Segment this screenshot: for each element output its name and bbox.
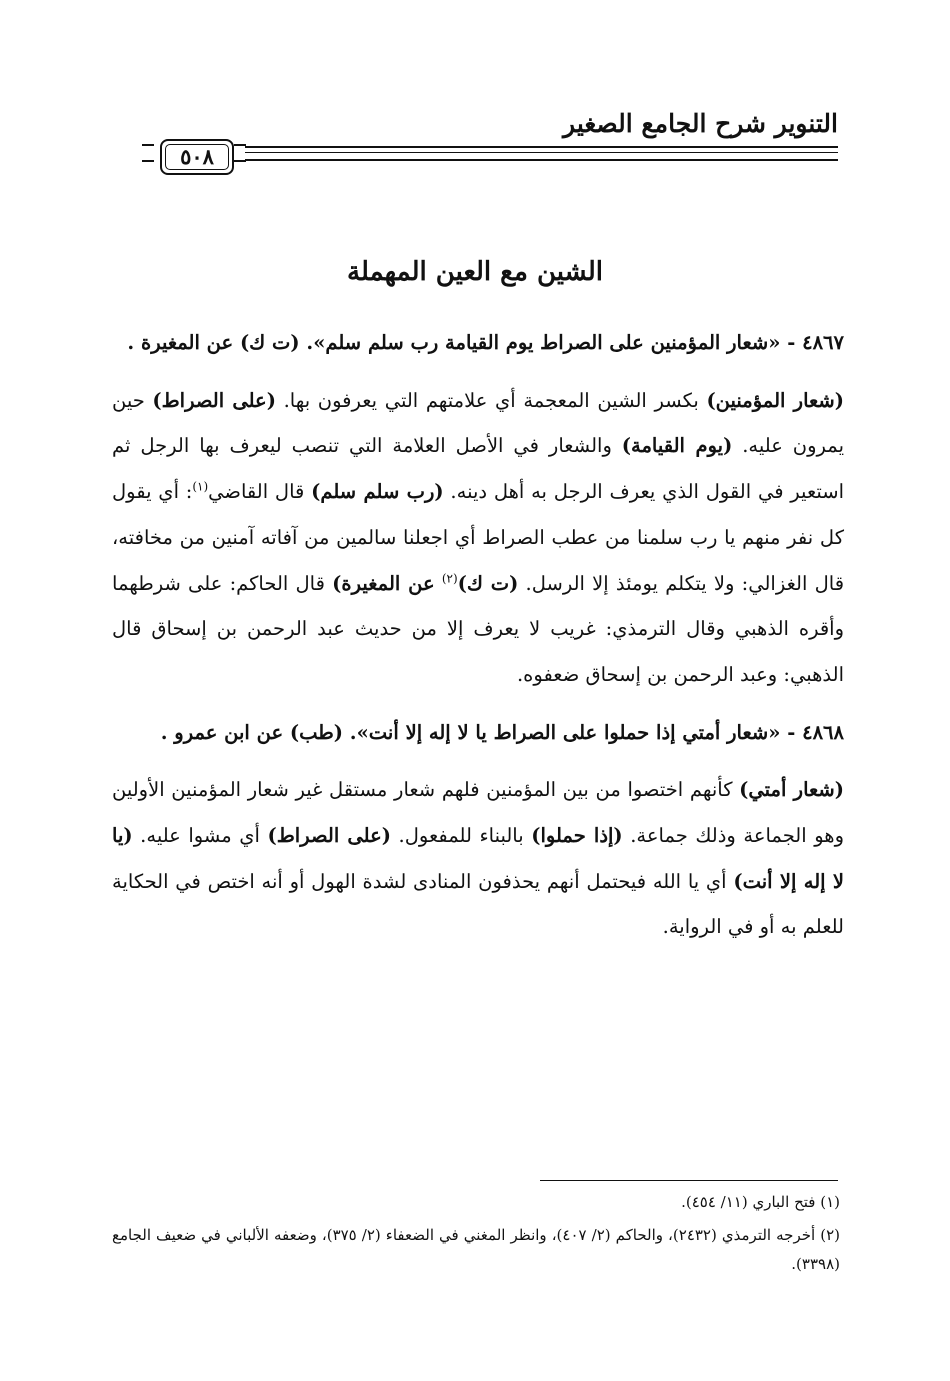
header-rule [245, 152, 838, 153]
header-rule [245, 146, 838, 148]
keyword: (على الصراط) [267, 824, 391, 848]
commentary-text [435, 572, 442, 595]
commentary-paragraph [112, 767, 844, 950]
keyword: (رب سلم سلم) [311, 480, 444, 504]
keyword: (شعار أمتي) [739, 778, 844, 802]
ornament-cap [234, 144, 246, 162]
running-title: التنوير شرح الجامع الصغير [563, 109, 838, 138]
keyword: (إذا حملوا) [531, 824, 623, 848]
keyword: عن المغيرة) [332, 571, 435, 595]
commentary-text: بكسر الشين المعجمة أي علامتهم التي يعرفون بها. [275, 388, 707, 412]
keyword: (على الصراط) [152, 388, 276, 412]
main-text [112, 320, 844, 962]
commentary-paragraph [112, 378, 844, 698]
commentary-text: كأنهم اختصوا من بين المؤمنين فلهم شعار مستقل غير شعار المؤمنين الأولين وهو الجماعة وذلك جماعة. [112, 778, 844, 848]
ornament-cap [142, 144, 154, 162]
commentary-text: أي مشوا عليه. [132, 824, 268, 848]
footnote-separator [540, 1180, 838, 1181]
commentary-text: : أي يقول كل نفر منهم يا رب سلمنا من عطب الصراط أي اجعلنا سالمين من آفاته آمنين من مخافته، قال الغزالي: ولا يتكلم يومئذ إلا الرسل. [112, 480, 845, 595]
keyword: (شعار المؤمنين) [706, 388, 844, 412]
section-heading: الشين مع العين المهملة [347, 257, 603, 287]
page-number: ٥٠٨ [160, 139, 234, 175]
commentary-text: أي يا الله فيحتمل أنهم يحذفون المنادى لشدة الهول أو أنه اختص في الحكاية للعلم به أو في الرواية. [112, 869, 844, 939]
footnotes [112, 1188, 840, 1283]
commentary-text: والشعار في الأصل العلامة التي تنصب ليعرف بها الرجل ثم استعير في القول الذي يعرف الرجل به أهل دينه. [112, 434, 844, 504]
footnote: (٢) أخرجه الترمذي (٢٤٣٢)، والحاكم (٢/ ٤٠٧)، وانظر المغني في الضعفاء (٢/ ٣٧٥)، وضعفه الألباني في ضعيف الجامع (٣٣٩٨). [112, 1225, 840, 1273]
commentary-text: بالبناء للمفعول. [390, 824, 532, 848]
keyword: (يوم القيامة) [621, 434, 733, 458]
footnote: (١) فتح الباري (١١/ ٤٥٤). [681, 1193, 840, 1211]
hadith-title: ٤٨٦٨ - «شعار أمتي إذا حملوا على الصراط يا لا إله إلا أنت». (طب) عن ابن عمرو . [160, 720, 844, 744]
commentary-text: قال الحاكم: على شرطهما وأقره الذهبي وقال الترمذي: غريب لا يعرف إلا من حديث عبد الرحمن بن إسحاق قال الذهبي: وعبد الرحمن بن إسحاق ضعفوه. [112, 571, 844, 686]
hadith-title: ٤٨٦٧ - «شعار المؤمنين على الصراط يوم القيامة رب سلم سلم». (ت ك) عن المغيرة . [127, 331, 844, 354]
commentary-text: حين يمرون عليه. [112, 388, 844, 458]
footnote-marker[interactable]: (١) [192, 479, 209, 494]
header-rule [245, 159, 838, 161]
keyword: (يا لا إله إلا أنت) [112, 824, 845, 893]
footnote-marker[interactable]: (٢) [441, 571, 458, 586]
commentary-text: قال القاضي [208, 480, 312, 504]
keyword: (ت ك) [457, 571, 519, 595]
